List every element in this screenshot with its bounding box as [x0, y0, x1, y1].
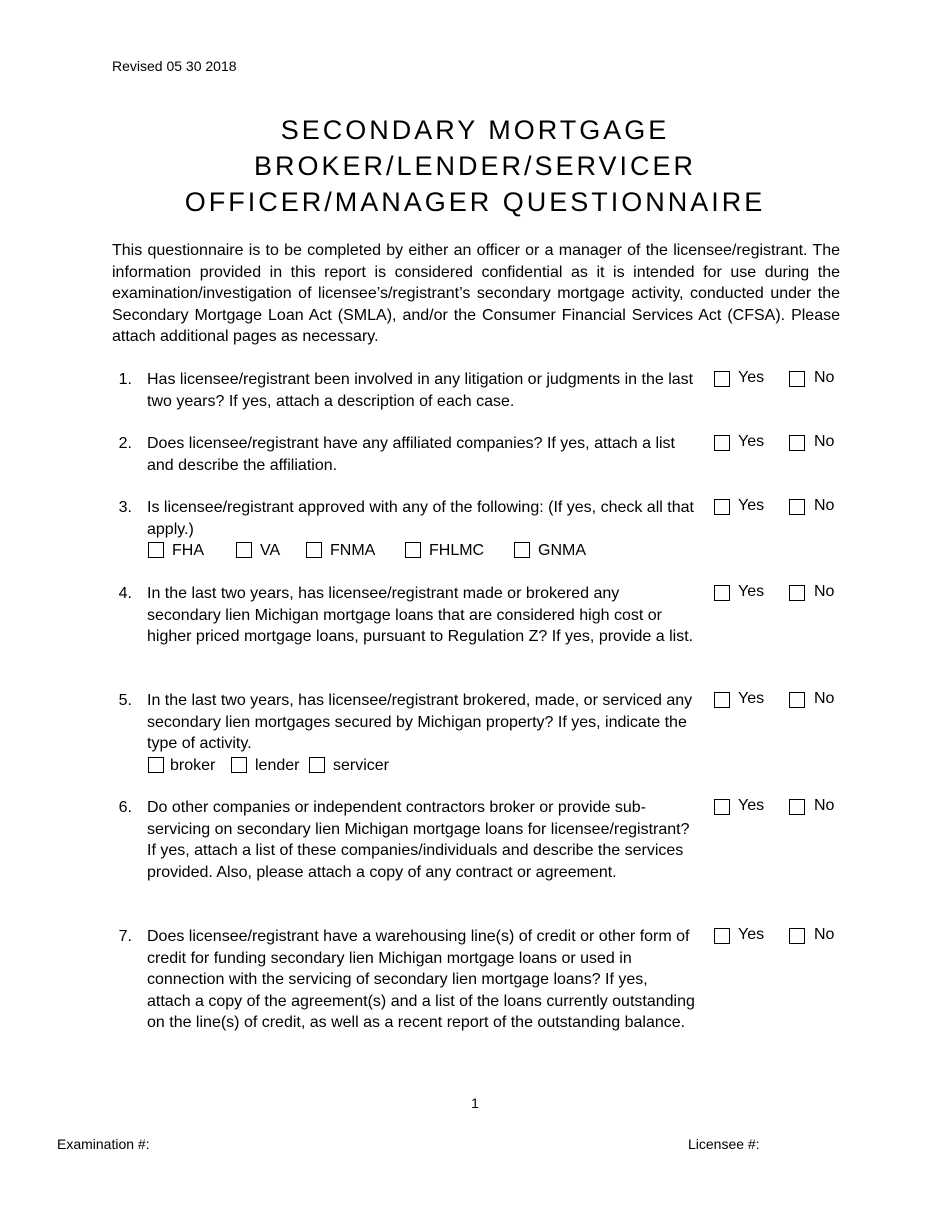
- question-number: 4.: [118, 585, 132, 602]
- intro-paragraph: This questionnaire is to be completed by either an officer or a manager of the licensee/registrant. The information provided in this report is considered confidential as it is intended for use during the examination/investigation of licensee’s/registrant’s secondary mortgage activity, conducted under the Secondary Mortgage Loan Act (SMLA), and/or the Consumer Financial Services Act (CFSA). Please attach additional pages as necessary.: [112, 242, 840, 345]
- question-text-block: [147, 690, 695, 777]
- no-checkbox[interactable]: [789, 371, 805, 387]
- yes-label: Yes: [738, 433, 765, 450]
- yes-label: Yes: [738, 926, 765, 943]
- yes-no-group: [714, 928, 854, 950]
- option-fnma[interactable]: [306, 540, 375, 562]
- lender-checkbox[interactable]: [231, 757, 247, 773]
- yes-checkbox[interactable]: [714, 499, 730, 515]
- no-label: No: [814, 583, 835, 600]
- examination-number-label: Examination #:: [57, 1136, 150, 1152]
- servicer-checkbox[interactable]: [309, 757, 325, 773]
- agency-options: [147, 540, 695, 562]
- yes-no-group: [714, 585, 854, 607]
- yes-label: Yes: [738, 690, 765, 707]
- question-text: Is licensee/registrant approved with any of the following: (If yes, check all that apply.): [147, 499, 694, 538]
- activity-options: [147, 755, 695, 777]
- option-label: servicer: [333, 756, 390, 774]
- question-number: 5.: [118, 692, 132, 709]
- yes-label: Yes: [738, 497, 765, 514]
- option-va[interactable]: [236, 540, 280, 562]
- no-label: No: [814, 797, 835, 814]
- option-label: FHA: [172, 542, 204, 559]
- page-title: [0, 112, 950, 220]
- licensee-number-label: Licensee #:: [688, 1136, 760, 1152]
- question-text: Do other companies or independent contractors broker or provide sub-servicing on secondary lien Michigan mortgage loans for licensee/registrant? If yes, attach a list of these companies/individuals and describe the services provided. Also, please attach a copy of any contract or agreement.: [147, 799, 690, 881]
- question-text: In the last two years, has licensee/registrant brokered, made, or serviced any secondary lien mortgages secured by Michigan property? If yes, indicate the type of activity.: [147, 692, 693, 752]
- fha-checkbox[interactable]: [148, 542, 164, 558]
- title-line-1: SECONDARY MORTGAGE: [280, 115, 670, 145]
- question-text-block: [147, 497, 695, 562]
- yes-no-group: [714, 799, 854, 821]
- question-text: Has licensee/registrant been involved in any litigation or judgments in the last two years? If yes, attach a description of each case.: [147, 371, 694, 410]
- no-label: No: [814, 433, 835, 450]
- no-label: No: [814, 926, 835, 943]
- fhlmc-checkbox[interactable]: [405, 542, 421, 558]
- yes-no-group: [714, 499, 854, 521]
- option-lender[interactable]: [231, 755, 299, 777]
- va-checkbox[interactable]: [236, 542, 252, 558]
- no-label: No: [814, 690, 835, 707]
- yes-checkbox[interactable]: [714, 928, 730, 944]
- page-number: 1: [471, 1095, 479, 1111]
- yes-no-group: [714, 371, 854, 393]
- option-broker[interactable]: [148, 755, 215, 777]
- question-number: 6.: [118, 799, 132, 816]
- no-checkbox[interactable]: [789, 692, 805, 708]
- yes-checkbox[interactable]: [714, 435, 730, 451]
- broker-checkbox[interactable]: [148, 757, 164, 773]
- question-text: Does licensee/registrant have a warehousing line(s) of credit or other form of credit for funding secondary lien Michigan mortgage loans or used in connection with the servicing of secondary lien mortgage loans? If yes, attach a copy of the agreement(s) and a list of the loans currently outstanding on the line(s) of credit, as well as a recent report of the outstanding balance.: [147, 928, 695, 1031]
- option-fha[interactable]: [148, 540, 204, 562]
- title-line-2: BROKER/LENDER/SERVICER: [253, 151, 697, 181]
- yes-no-group: [714, 435, 854, 457]
- revision-date: Revised 05 30 2018: [112, 58, 237, 74]
- yes-label: Yes: [738, 797, 765, 814]
- option-label: VA: [260, 542, 281, 559]
- yes-checkbox[interactable]: [714, 692, 730, 708]
- question-number: 1.: [118, 371, 132, 388]
- no-checkbox[interactable]: [789, 499, 805, 515]
- option-label: broker: [170, 756, 216, 774]
- option-fhlmc[interactable]: [405, 540, 484, 562]
- gnma-checkbox[interactable]: [514, 542, 530, 558]
- no-checkbox[interactable]: [789, 435, 805, 451]
- no-checkbox[interactable]: [789, 799, 805, 815]
- fnma-checkbox[interactable]: [306, 542, 322, 558]
- question-text: Does licensee/registrant have any affiliated companies? If yes, attach a list and describe the affiliation.: [147, 435, 675, 474]
- question-number: 3.: [118, 499, 132, 516]
- yes-checkbox[interactable]: [714, 371, 730, 387]
- option-label: lender: [255, 756, 300, 774]
- no-checkbox[interactable]: [789, 928, 805, 944]
- yes-checkbox[interactable]: [714, 585, 730, 601]
- no-checkbox[interactable]: [789, 585, 805, 601]
- option-servicer[interactable]: [309, 755, 389, 777]
- option-gnma[interactable]: [514, 540, 586, 562]
- question-text: In the last two years, has licensee/registrant made or brokered any secondary lien Michigan mortgage loans that are considered high cost or higher priced mortgage loans, pursuant to Regulation Z? If yes, provide a list.: [147, 585, 694, 645]
- no-label: No: [814, 497, 835, 514]
- option-label: FNMA: [330, 542, 376, 559]
- option-label: FHLMC: [429, 542, 485, 559]
- question-number: 2.: [118, 435, 132, 452]
- option-label: GNMA: [538, 542, 586, 559]
- yes-label: Yes: [738, 369, 765, 386]
- yes-checkbox[interactable]: [714, 799, 730, 815]
- title-line-3: OFFICER/MANAGER QUESTIONNAIRE: [184, 187, 766, 217]
- yes-no-group: [714, 692, 854, 714]
- yes-label: Yes: [738, 583, 765, 600]
- no-label: No: [814, 369, 835, 386]
- question-number: 7.: [118, 928, 132, 945]
